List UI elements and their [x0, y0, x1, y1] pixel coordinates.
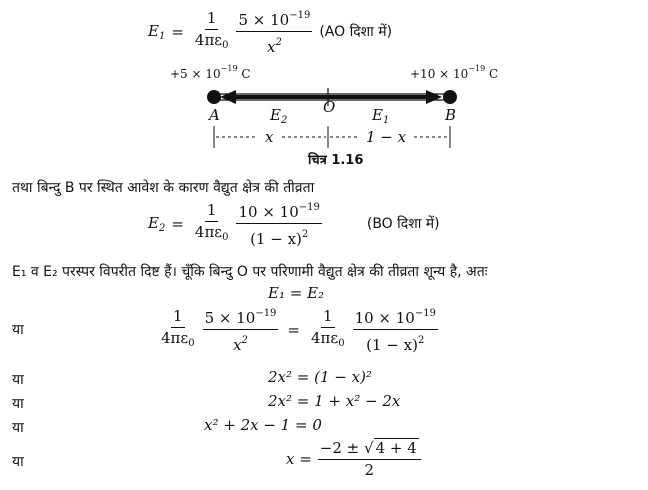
e1-label: $E_1$: [372, 106, 390, 126]
balance-right-charge-fraction: $\frac{10 \times 10^{-19}}{(1 - x)^2}$: [353, 304, 438, 355]
e1-direction: (AO दिशा में): [319, 24, 393, 40]
e2-lhs: $E_2$: [148, 213, 166, 234]
point-o-label: O: [323, 98, 336, 116]
equation-e1-equals-e2: E₁ = E₂: [268, 284, 325, 302]
balance-left-charge-fraction: $\frac{5 \times 10^{-19}}{x^2}$: [203, 304, 279, 355]
balance-left-coulomb-fraction: $\frac{1}{4\pi\varepsilon_0}$: [161, 306, 195, 349]
ya-label-2: या: [12, 372, 24, 388]
ya-label-4: या: [12, 420, 24, 436]
e2-coulomb-fraction: $\frac{1}{4\pi\varepsilon_0}$: [194, 200, 229, 243]
equation-field-balance: [156, 304, 441, 355]
equation-e1: [148, 6, 392, 57]
e1-lhs: $E_1$: [148, 21, 166, 42]
figure-1-16: [160, 62, 520, 172]
equation-step-2: 2x² = 1 + x² − 2x: [268, 392, 401, 410]
solution-lhs: x =: [286, 450, 312, 468]
e1-equals: =: [171, 22, 184, 41]
e1-arrow-head-icon: [426, 90, 442, 104]
dimension-x-label: x: [265, 128, 274, 146]
charge-a-label: $+5 \times 10^{-19}$ C: [170, 64, 251, 81]
text-line-field-at-b: तथा बिन्दु B पर स्थित आवेश के कारण वैद्युत क्षेत्र की तीव्रता: [12, 180, 315, 196]
solution-fraction: $\frac{-2 \pm √ 4 + 4}{2}$: [318, 438, 421, 480]
charge-a-sphere: [207, 90, 221, 104]
point-b-label: B: [445, 106, 457, 124]
balance-equals: =: [287, 320, 300, 339]
text-line-opposite-fields: E₁ व E₂ परस्पर विपरीत दिष्ट हैं। चूँकि बिन्दु O पर परिणामी वैद्युत क्षेत्र की तीव्रता शून्य है, अतः: [12, 264, 488, 280]
charge-b-label: $+10 \times 10^{-19}$ C: [410, 64, 499, 81]
figure-caption: चित्र 1.16: [308, 153, 364, 168]
charge-b-sphere: [443, 90, 457, 104]
equation-step-3: x² + 2x − 1 = 0: [204, 416, 322, 434]
e1-coulomb-fraction: $\frac{1}{4\pi\varepsilon_0}$: [194, 8, 229, 51]
equation-step-1: 2x² = (1 − x)²: [268, 368, 372, 386]
balance-right-coulomb-fraction: $\frac{1}{4\pi\varepsilon_0}$: [311, 306, 345, 349]
e1-charge-fraction: $\frac{5 \times 10^{-19}}{x^2}$: [236, 6, 312, 57]
e2-direction: (BO दिशा में): [366, 216, 440, 232]
ya-label-1: या: [12, 322, 24, 338]
point-a-label: A: [209, 106, 220, 124]
equation-quadratic-solution: [286, 438, 424, 480]
e2-equals: =: [171, 214, 184, 233]
e2-arrow-head-icon: [220, 90, 236, 104]
e2-charge-fraction: $\frac{10 \times 10^{-19}}{(1 - x)^2}$: [236, 198, 321, 249]
equation-e2: [148, 198, 440, 249]
e2-label: $E_2$: [270, 106, 288, 126]
dimension-one-minus-x-label: 1 − x: [366, 128, 407, 146]
ya-label-5: या: [12, 454, 24, 470]
ya-label-3: या: [12, 396, 24, 412]
